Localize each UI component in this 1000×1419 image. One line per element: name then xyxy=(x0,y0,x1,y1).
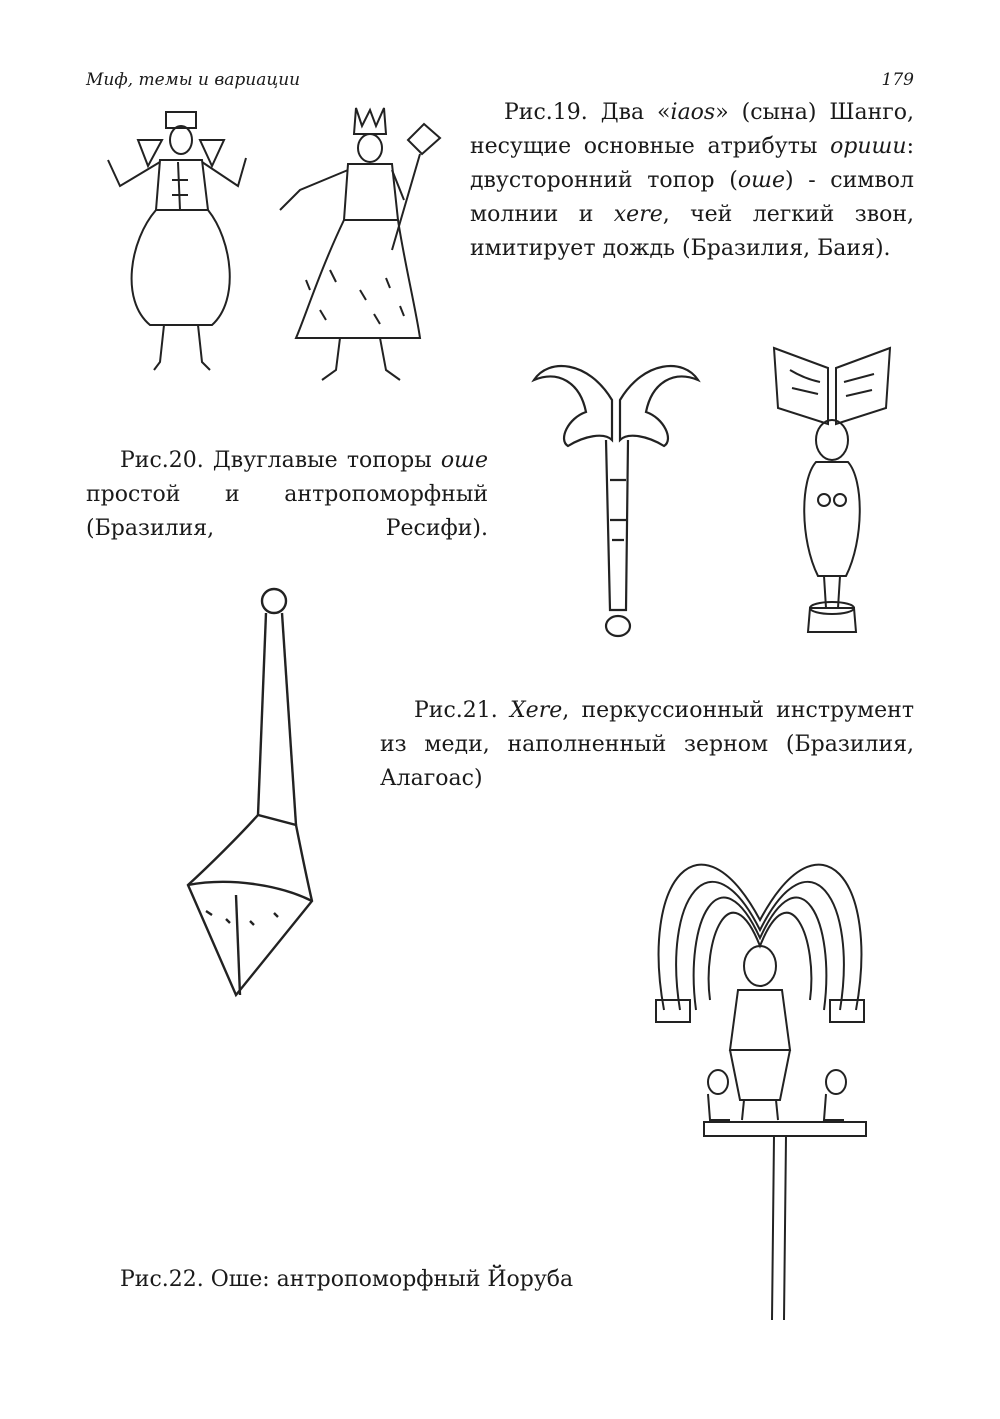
figure-21-xere-drawing xyxy=(170,575,330,1005)
running-head: Миф, темы и вариации xyxy=(86,70,301,90)
figure-22-yoruba-oshe-drawing xyxy=(640,800,880,1325)
page-number: 179 xyxy=(881,70,914,90)
figure-20-anthropomorphic-axe-drawing xyxy=(760,340,910,655)
figure-20-simple-axe-drawing xyxy=(528,340,708,645)
figure-19-label: Рис.19. xyxy=(504,100,588,125)
left-dancer-figure xyxy=(108,112,246,370)
figure-20-label: Рис.20. xyxy=(120,448,204,473)
figure-22-caption: Рис.22. Оше: антропоморфный Йоруба xyxy=(120,1267,574,1292)
figure-19-caption: Рис.19. Два «iaos» (сына) Шанго, несущие основные атрибуты ориши: двусторонний топор (оше) - символ молнии и xere, чей легкий звон, имитирует дождь (Бразилия, Баия). xyxy=(470,100,914,261)
figure-21-caption: Рис.21. Xere, перкуссионный инструмент из меди, наполненный зерном (Бразилия, Алагоас) xyxy=(380,698,914,791)
figure-21-label: Рис.21. xyxy=(414,698,498,723)
figure-20-caption: Рис.20. Двуглавые топоры оше простой и антропоморфный (Бразилия, Ресифи). xyxy=(86,448,488,541)
right-dancer-figure xyxy=(280,108,440,380)
figure-19-drawing xyxy=(100,100,460,390)
